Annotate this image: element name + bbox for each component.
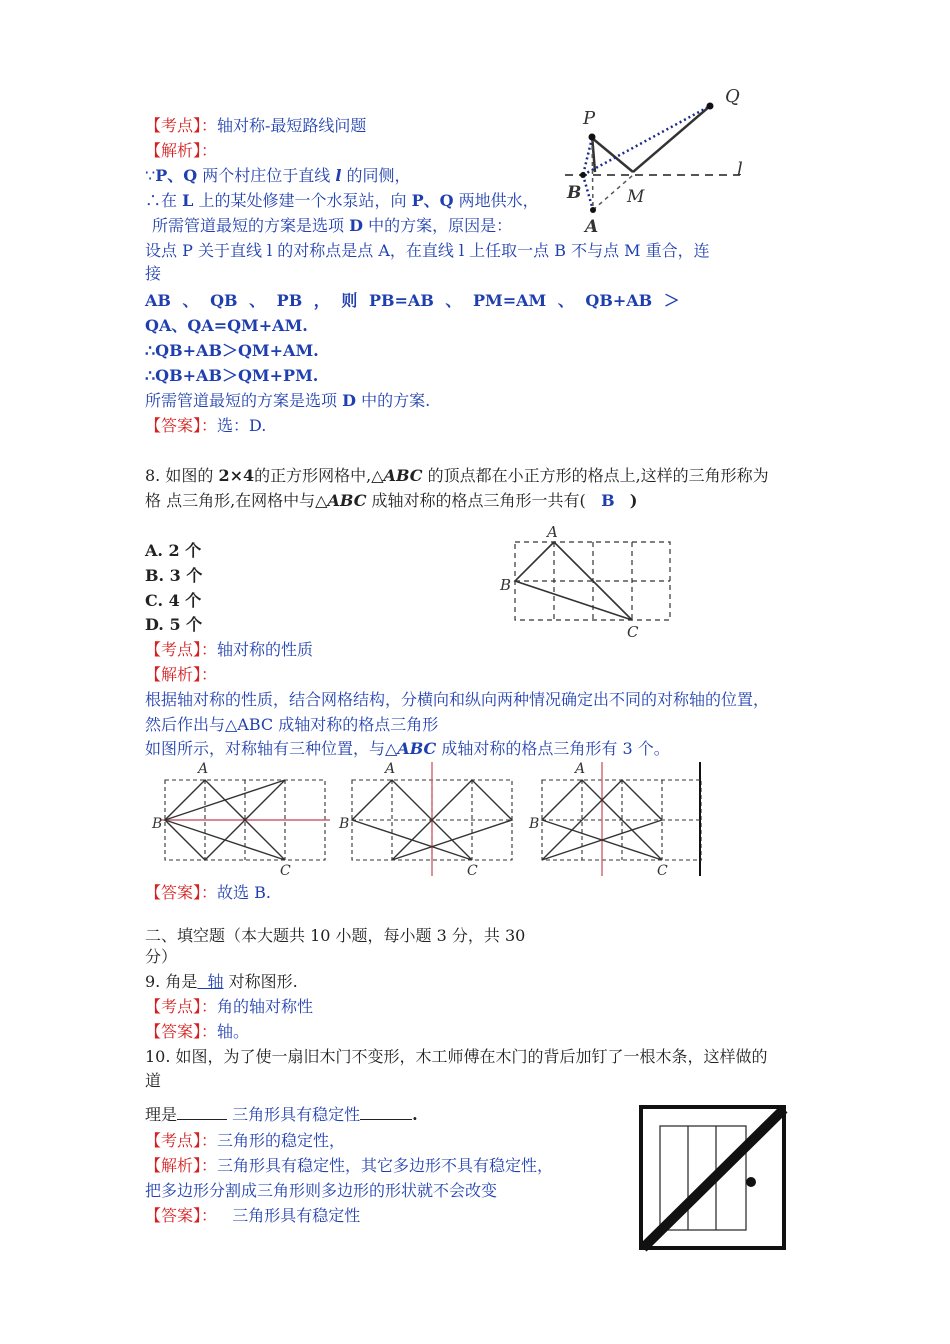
q7-kaodian-label: 【考点】： bbox=[145, 116, 218, 135]
q7-line1-pq: P、Q bbox=[155, 166, 198, 185]
section2-title-line2: 分） bbox=[145, 947, 178, 966]
q8-stem2-b: ABC bbox=[327, 491, 367, 510]
q8-grid-figure bbox=[495, 520, 680, 645]
q10-blank-right bbox=[360, 1105, 412, 1120]
q8-s1-label-b: B bbox=[152, 816, 163, 832]
q7-line5: 接 bbox=[145, 264, 162, 283]
q7-segment-bq bbox=[583, 106, 710, 175]
q7-point-a bbox=[590, 207, 596, 213]
q10-stem3-pre: 理是 bbox=[145, 1105, 178, 1124]
q8-solution-grid-3 bbox=[528, 761, 702, 878]
q8-stem2-a: 格 点三角形,在网格中与△ bbox=[145, 491, 328, 510]
q10-stem3-end: . bbox=[412, 1105, 418, 1124]
q10-jiexi-label: 【解析】： bbox=[145, 1156, 218, 1175]
q10-jiexi1: 三角形具有稳定性，其它多边形不具有稳定性， bbox=[217, 1156, 554, 1175]
q8-solution-figure bbox=[150, 760, 702, 878]
q7-segment-mq bbox=[633, 106, 710, 172]
q8-jiexi1: 根据轴对称的性质，结合网格结构，分横向和纵向两种情况确定出不同的对称轴的位置， bbox=[145, 690, 770, 709]
q8-s2-label-a: A bbox=[385, 761, 396, 777]
q7-figure bbox=[555, 80, 765, 240]
q7-point-p bbox=[589, 134, 596, 141]
q7-line6: AB 、 QB 、 PB ， 则 PB=AB 、 PM=AM 、 QB+AB ＞ bbox=[145, 291, 680, 310]
q8-option-b: B. 3 个 bbox=[145, 566, 203, 585]
q10-stem1: 10. 如图，为了使一扇旧木门不变形，木工师傅在木门的背后加钉了一根木条，这样做的 bbox=[145, 1047, 768, 1066]
q10-door-knob bbox=[746, 1177, 756, 1187]
q8-jiexi3-abc: ABC bbox=[397, 739, 437, 758]
q10-door-figure bbox=[638, 1104, 788, 1252]
q8-s3-label-a: A bbox=[575, 761, 586, 777]
q8-s3-label-c: C bbox=[657, 863, 668, 878]
q10-kaodian-text: 三角形的稳定性， bbox=[217, 1131, 346, 1150]
q10-stem3-answer: 三角形具有稳定性 bbox=[232, 1105, 361, 1124]
q7-line2-pre: ∴在 bbox=[145, 191, 178, 210]
q8-jiexi3-post: 成轴对称的格点三角形有 3 个。 bbox=[441, 739, 670, 758]
q8-jiexi2: 然后作出与△ABC 成轴对称的格点三角形 bbox=[145, 715, 439, 734]
q9-daan-line bbox=[145, 1021, 249, 1043]
q7-line1-l: l bbox=[335, 166, 342, 185]
section2-title-line1: 二、填空题（本大题共 10 小题，每小题 3 分，共 30 bbox=[145, 926, 526, 945]
q8-stem1-d: ABC bbox=[383, 466, 423, 485]
q7-line2-mid: 上的某处修建一个水泵站，向 bbox=[198, 191, 407, 210]
q7-label-a: A bbox=[585, 217, 599, 237]
q8-label-a: A bbox=[547, 523, 558, 541]
q8-stem2 bbox=[145, 490, 637, 512]
q7-line10-pre: 所需管道最短的方案是选项 bbox=[145, 391, 338, 410]
q8-stem1-b: 2×4 bbox=[218, 466, 255, 485]
q8-option-d: D. 5 个 bbox=[145, 615, 203, 634]
q8-stem2-d: ) bbox=[629, 491, 638, 510]
q7-daan-text: 选：D. bbox=[217, 416, 267, 435]
q7-segment-pb bbox=[583, 138, 592, 175]
q7-line4: 设点 P 关于直线 l 的对称点是点 A，在直线 l 上任取一点 B 不与点 M 重合，连 bbox=[145, 241, 710, 260]
q9-blank-answer: 轴 bbox=[197, 972, 224, 991]
q8-s3-label-b: B bbox=[529, 816, 540, 832]
q8-daan-line bbox=[145, 882, 271, 904]
q7-kaodian-line bbox=[145, 115, 366, 137]
q7-point-b bbox=[580, 172, 586, 178]
q9-kaodian-label: 【考点】： bbox=[145, 997, 218, 1016]
q7-jiexi-label: 【解析】： bbox=[145, 141, 218, 160]
q7-daan-label: 【答案】： bbox=[145, 416, 218, 435]
q7-line2 bbox=[145, 190, 539, 212]
q7-line10-D: D bbox=[342, 391, 356, 410]
q10-daan-text: 三角形具有稳定性 bbox=[232, 1206, 361, 1225]
q8-stem2-ans: B bbox=[601, 491, 615, 510]
q7-point-q bbox=[707, 103, 714, 110]
q7-label-b: B bbox=[567, 183, 582, 203]
q8-option-a: A. 2 个 bbox=[145, 541, 202, 560]
q9-stem-pre: 9. 角是 bbox=[145, 972, 198, 991]
q7-segment-pm bbox=[592, 138, 633, 172]
q8-jiexi3-pre: 如图所示，对称轴有三种位置，与△ bbox=[145, 739, 398, 758]
q7-line3-D: D bbox=[349, 216, 363, 235]
q8-kaodian-text: 轴对称的性质 bbox=[217, 640, 314, 659]
q8-stem2-c: 成轴对称的格点三角形一共有( bbox=[371, 491, 586, 510]
q7-line9: ∴QB+AB＞QM+PM. bbox=[145, 366, 319, 385]
q7-line1-pre: ∵ bbox=[145, 166, 156, 185]
q10-stem3 bbox=[145, 1104, 418, 1126]
q8-label-b: B bbox=[500, 576, 512, 594]
q7-line3 bbox=[152, 215, 512, 237]
q9-stem-post: 对称图形. bbox=[228, 972, 298, 991]
q8-stem1-c: 的正方形网格中,△ bbox=[254, 466, 384, 485]
q7-segment-ba bbox=[583, 175, 593, 210]
q10-jiexi2: 把多边形分割成三角形则多边形的形状就不会改变 bbox=[145, 1181, 498, 1200]
q7-daan-line bbox=[145, 415, 266, 437]
q9-stem bbox=[145, 971, 298, 993]
q8-label-c: C bbox=[627, 623, 639, 641]
q7-segment-pa bbox=[592, 138, 593, 210]
q10-daan-label: 【答案】： bbox=[145, 1206, 218, 1225]
q7-label-l: l bbox=[737, 159, 743, 180]
q8-kaodian-label: 【考点】： bbox=[145, 640, 218, 659]
q7-line10 bbox=[145, 390, 430, 412]
q7-line2-post: 两地供水， bbox=[458, 191, 539, 210]
q7-label-m: M bbox=[627, 187, 645, 207]
q8-s1-label-a: A bbox=[198, 761, 209, 777]
q7-line8: ∴QB+AB＞QM+AM. bbox=[145, 341, 319, 360]
q7-label-q: Q bbox=[725, 86, 740, 107]
q8-daan-text: 故选 B. bbox=[217, 883, 271, 902]
q7-label-p: P bbox=[583, 108, 596, 129]
q7-line3-pre: 所需管道最短的方案是选项 bbox=[152, 216, 345, 235]
q7-line2-pq: P、Q bbox=[411, 191, 454, 210]
q9-daan-label: 【答案】： bbox=[145, 1022, 218, 1041]
q10-jiexi-line bbox=[145, 1155, 553, 1177]
q7-kaodian-text: 轴对称-最短路线问题 bbox=[217, 116, 367, 135]
q9-kaodian-text: 角的轴对称性 bbox=[217, 997, 314, 1016]
q7-line3-post: 中的方案，原因是： bbox=[368, 216, 513, 235]
q10-blank-left bbox=[177, 1105, 227, 1120]
q10-daan-line bbox=[145, 1205, 360, 1227]
q8-jiexi-label: 【解析】： bbox=[145, 665, 218, 684]
q8-stem1-a: 8. 如图的 bbox=[145, 466, 214, 485]
q8-jiexi3 bbox=[145, 738, 670, 760]
q8-s2-label-b: B bbox=[339, 816, 350, 832]
q10-stem2: 道 bbox=[145, 1071, 162, 1090]
q8-stem1-e: 的顶点都在小正方形的格点上,这样的三角形称为 bbox=[427, 466, 769, 485]
q8-solution-grid-2 bbox=[338, 761, 512, 878]
q8-daan-label: 【答案】： bbox=[145, 883, 218, 902]
q8-solution-grid-1 bbox=[151, 761, 330, 878]
q8-s1-label-c: C bbox=[280, 863, 291, 878]
q7-line1 bbox=[145, 165, 411, 187]
q9-kaodian-line bbox=[145, 996, 313, 1018]
q7-line7: QA、QA=QM+AM. bbox=[145, 316, 308, 335]
q10-kaodian-label: 【考点】： bbox=[145, 1131, 218, 1150]
q7-line10-post: 中的方案. bbox=[361, 391, 431, 410]
q8-option-c: C. 4 个 bbox=[145, 591, 202, 610]
q7-line1-post: 的同侧， bbox=[346, 166, 411, 185]
q10-kaodian-line bbox=[145, 1130, 345, 1152]
q7-line2-L: L bbox=[182, 191, 194, 210]
q8-s2-label-c: C bbox=[467, 863, 478, 878]
q8-stem1 bbox=[145, 465, 769, 487]
q9-daan-text: 轴。 bbox=[217, 1022, 250, 1041]
q7-line1-mid: 两个村庄位于直线 bbox=[202, 166, 331, 185]
q10-diagonal-brace bbox=[643, 1109, 784, 1248]
q8-kaodian-line bbox=[145, 639, 313, 661]
